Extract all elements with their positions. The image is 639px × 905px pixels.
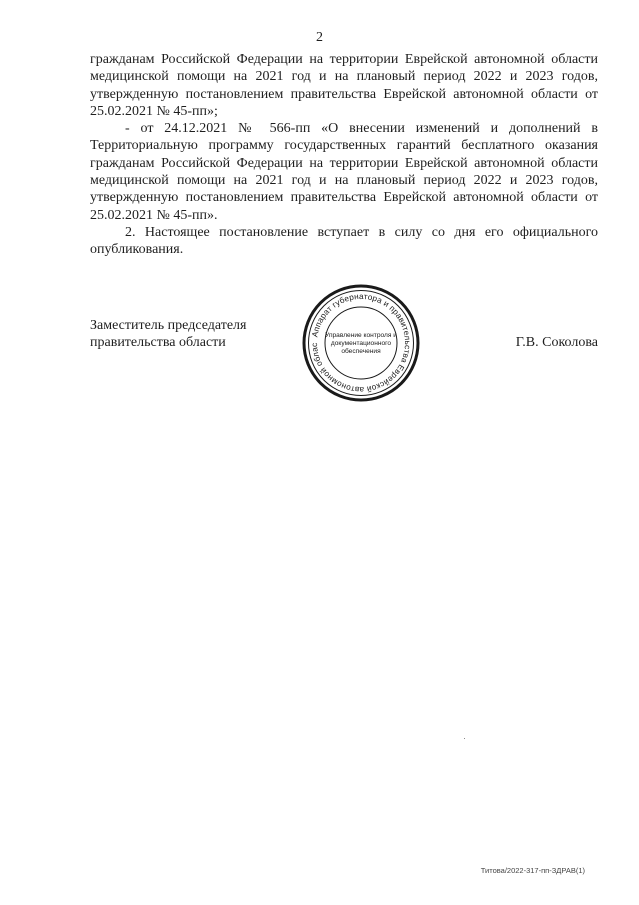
scan-speck [464, 738, 465, 739]
footer-code: Титова/2022-317-пп-ЗДРАВ(1) [480, 866, 585, 875]
signature-name: Г.В. Соколова [515, 335, 598, 350]
signature-position-line1: Заместитель председателя [90, 318, 247, 333]
stamp-inner-line1: Управление контроля и [325, 332, 397, 339]
paragraph-continuation: гражданам Российской Федерации на территории Еврейской автономной области медицинской помощи на 2021 год и на плановый период 2022 и 2023 годов, утвержденную постановлением правительства Еврейской автономной области от 25.02.2021 № 45-пп»; [90, 52, 598, 119]
stamp-outer-text: Аппарат губернатора и правительства Еврейской автономной облас [309, 291, 413, 395]
paragraph-effective-date: 2. Настоящее постановление вступает в силу со дня его официального опубликования. [90, 224, 598, 258]
signature-position [90, 317, 246, 351]
page-number: 2 [316, 30, 323, 45]
document-body [90, 51, 598, 259]
signature-position-line2: правительства области [90, 335, 226, 350]
stamp-inner-line2: документационного [330, 340, 392, 347]
paragraph-amendment-item: - от 24.12.2021 № 566-пп «О внесении изменений и дополнений в Территориальную программу государственных гарантий бесплатного оказания гражданам Российской Федерации на территории Еврейской автономной области медицинской помощи на 2021 год и на плановый период 2022 и 2023 годов, утвержденную постановлением правительства Еврейской автономной области от 25.02.2021 № 45-пп». [90, 121, 598, 223]
stamp-inner-line3: обеспечения [341, 348, 381, 355]
stamp-seal-icon [301, 283, 421, 403]
official-stamp [301, 283, 421, 403]
